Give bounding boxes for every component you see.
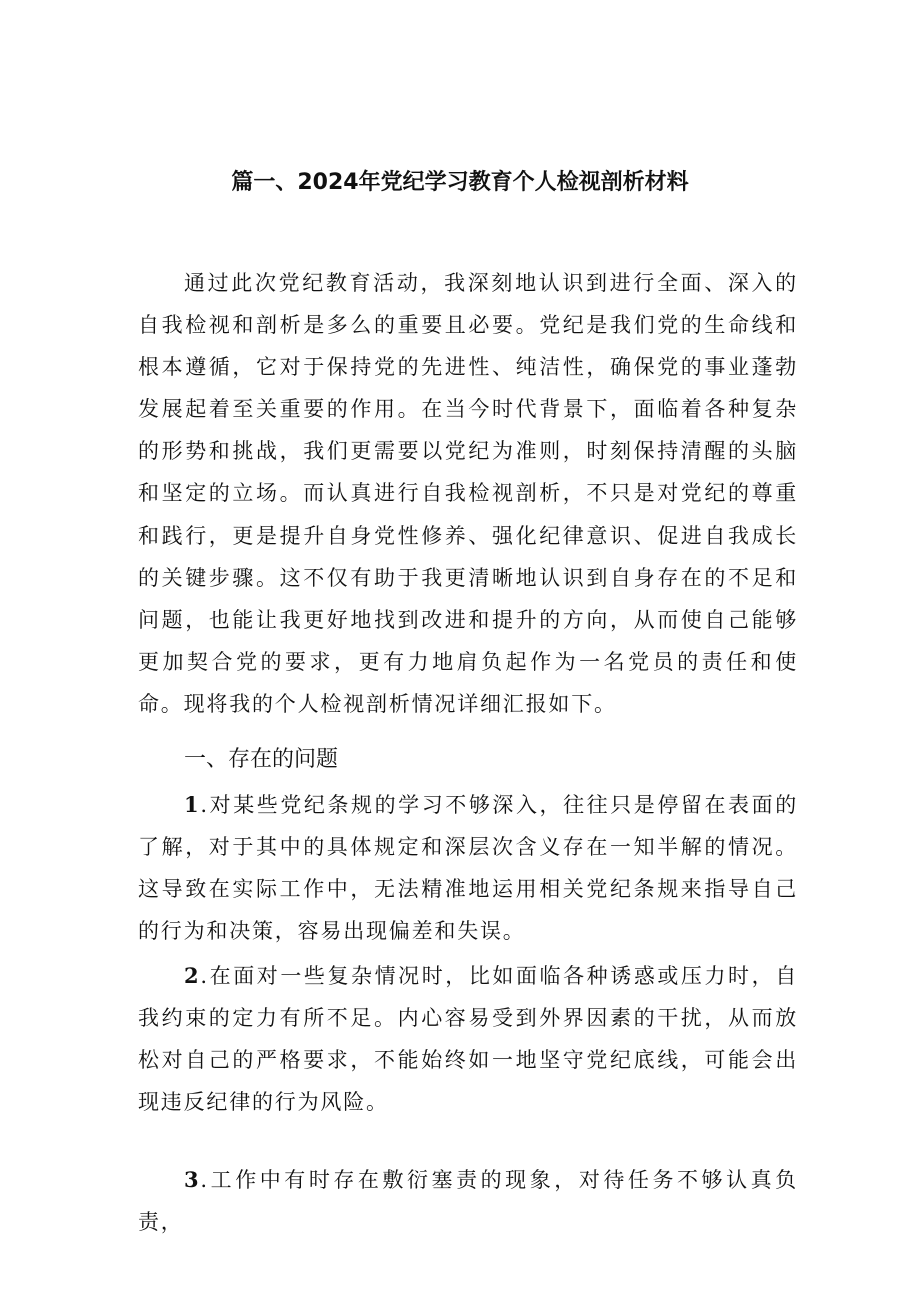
problem-item-3 bbox=[138, 1159, 798, 1243]
document-title: 篇一、2024年党纪学习教育个人检视剖析材料 bbox=[231, 170, 689, 195]
item-number: 2 bbox=[184, 963, 201, 988]
item-number: 1 bbox=[184, 792, 201, 817]
intro-paragraph: 通过此次党纪教育活动，我深刻地认识到进行全面、深入的自我检视和剖析是多么的重要且必要。党纪是我们党的生命线和根本遵循，它对于保持党的先进性、纯洁性，确保党的事业蓬勃发展起着至关重要的作用。在当今时代背景下，面临着各种复杂的形势和挑战，我们更需要以党纪为准则，时刻保持清醒的头脑和坚定的立场。而认真进行自我检视剖析，不只是对党纪的尊重和践行，更是提升自身党性修养、强化纪律意识、促进自我成长的关键步骤。这不仅有助于我更清晰地认识到自身存在的不足和问题，也能让我更好地找到改进和提升的方向，从而使自己能够更加契合党的要求，更有力地肩负起作为一名党员的责任和使命。现将我的个人检视剖析情况详细汇报如下。 bbox=[138, 271, 798, 716]
item-text: .工作中有时存在敷衍塞责的现象，对待任务不够认真负责， bbox=[138, 1168, 798, 1235]
section-heading: 一、存在的问题 bbox=[184, 747, 339, 772]
item-text: .对某些党纪条规的学习不够深入，往往只是停留在表面的了解，对于其中的具体规定和深层次含义存在一知半解的情况。这导致在实际工作中，无法精准地运用相关党纪条规来指导自己的行为和决策，容易出现偏差和失误。 bbox=[138, 793, 798, 944]
problem-item-1 bbox=[138, 784, 798, 952]
item-number: 3 bbox=[184, 1167, 201, 1192]
problem-item-2 bbox=[138, 955, 798, 1123]
item-text: .在面对一些复杂情况时，比如面临各种诱惑或压力时，自我约束的定力有所不足。内心容易受到外界因素的干扰，从而放松对自己的严格要求，不能始终如一地坚守党纪底线，可能会出现违反纪律的行为风险。 bbox=[138, 964, 798, 1115]
